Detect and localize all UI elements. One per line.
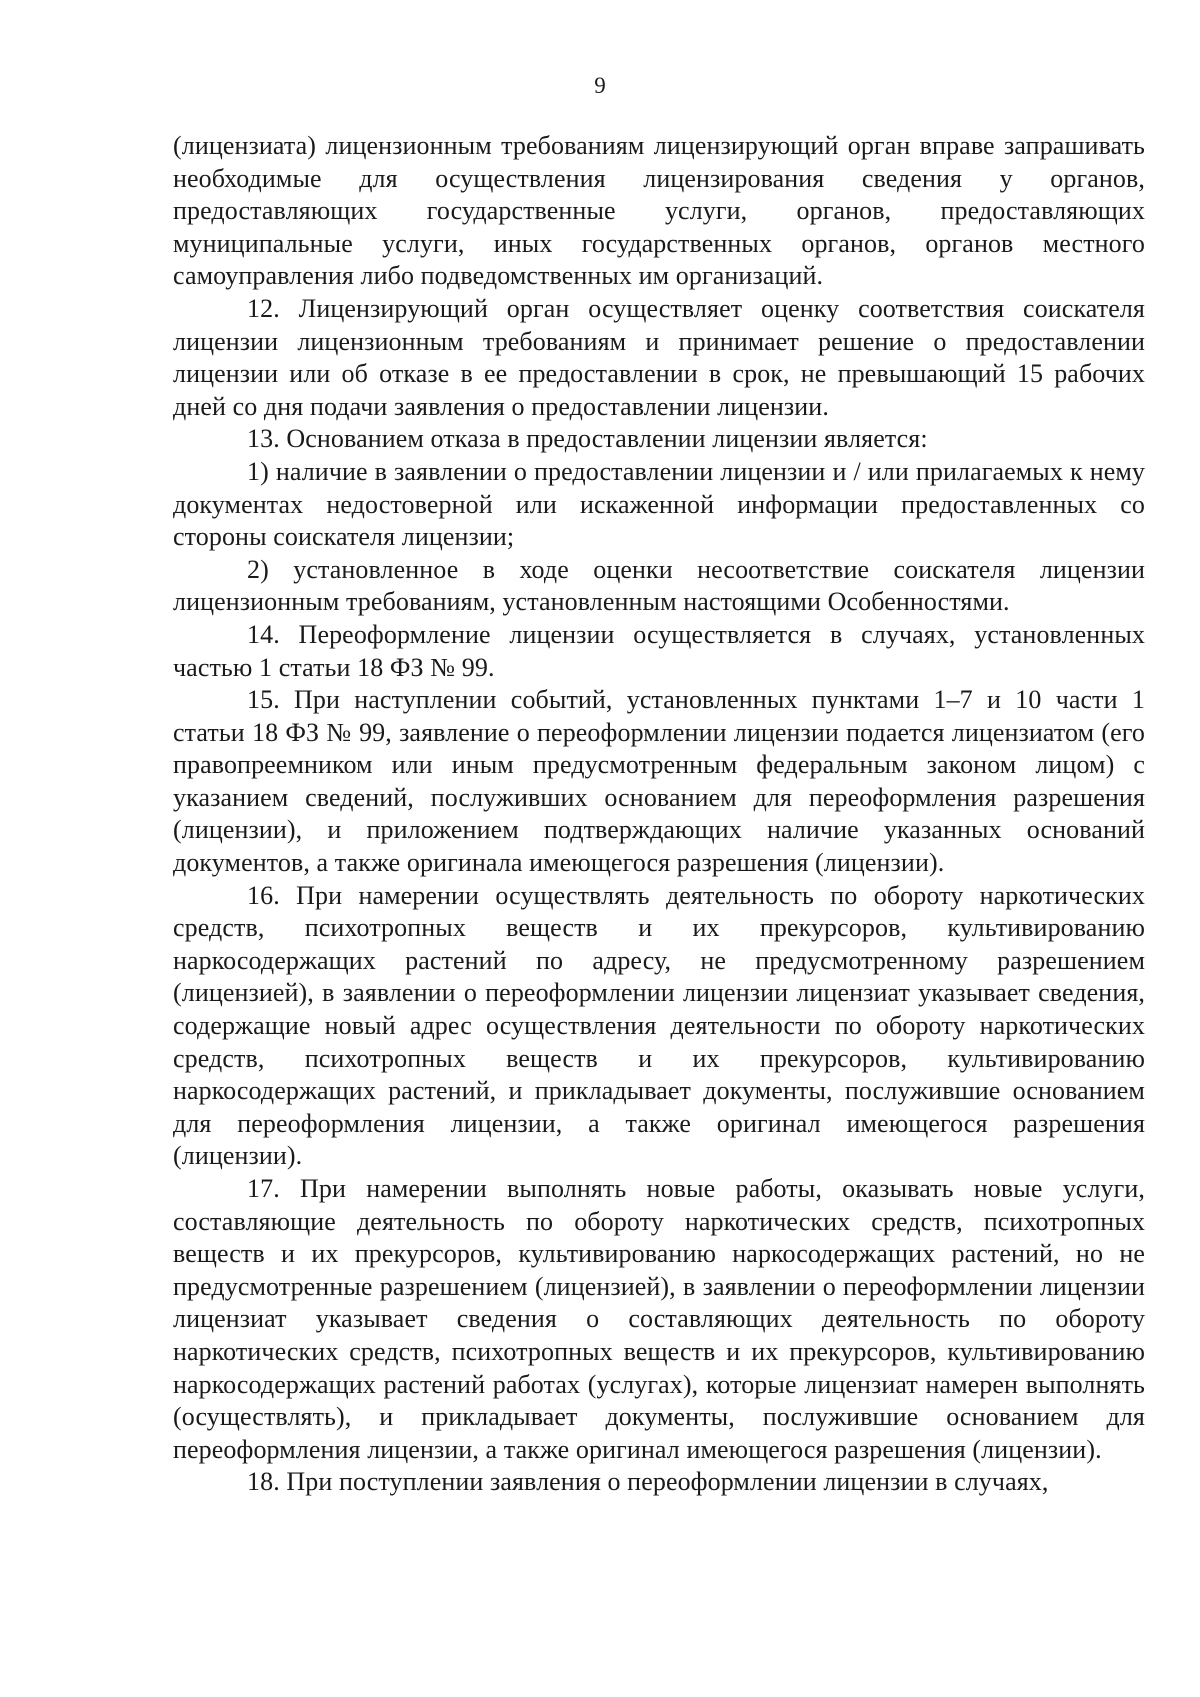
paragraph-13-item-1: 1) наличие в заявлении о предоставлении лицензии и / или прилагаемых к нему документах недостоверной или искаженной информации предоставленных со стороны соискателя лицензии; [173, 456, 1145, 552]
paragraph-16: 16. При намерении осуществлять деятельность по обороту наркотических средств, психотропных веществ и их прекурсоров, культивированию наркосодержащих растений по адресу, не предусмотренному разрешением (лицензией), в заявлении о переоформлении лицензии лицензиат указывает сведения, содержащие новый адрес осуществления деятельности по обороту наркотических средств, психотропных веществ и их прекурсоров, культивированию наркосодержащих растений, и прикладывает документы, послужившие основанием для переоформления лицензии, а также оригинал имеющегося разрешения (лицензии). [173, 880, 1145, 1171]
paragraph-14: 14. Переоформление лицензии осуществляется в случаях, установленных частью 1 статьи 18 ФЗ № 99. [173, 619, 1145, 682]
page-number: 9 [594, 73, 606, 98]
paragraph-continuation: (лицензиата) лицензионным требованиям лицензирующий орган вправе запрашивать необходимые для осуществления лицензирования сведения у органов, предоставляющих государственные услуги, органов, предоставляющих муниципальные услуги, иных государственных органов, органов местного самоуправления либо подведомственных им организаций. [173, 131, 1145, 291]
paragraph-18: 18. При поступлении заявления о переоформлении лицензии в случаях, [247, 1467, 1049, 1497]
document-body [173, 130, 1145, 1499]
paragraph-13: 13. Основанием отказа в предоставлении лицензии является: [247, 424, 928, 454]
paragraph-17: 17. При намерении выполнять новые работы, оказывать новые услуги, составляющие деятельность по обороту наркотических средств, психотропных веществ и их прекурсоров, культивированию наркосодержащих растений, но не предусмотренные разрешением (лицензией), в заявлении о переоформлении лицензии лицензиат указывает сведения о составляющих деятельность по обороту наркотических средств, психотропных веществ и их прекурсоров, культивированию наркосодержащих растений работах (услугах), которые лицензиат намерен выполнять (осуществлять), и прикладывает документы, послужившие основанием для переоформления лицензии, а также оригинал имеющегося разрешения (лицензии). [173, 1174, 1145, 1464]
paragraph-15: 15. При наступлении событий, установленных пунктами 1–7 и 10 части 1 статьи 18 ФЗ № 99, заявление о переоформлении лицензии подается лицензиатом (его правопреемником или иным предусмотренным федеральным законом лицом) с указанием сведений, послуживших основанием для переоформления разрешения (лицензии), и приложением подтверждающих наличие указанных оснований документов, а также оригинала имеющегося разрешения (лицензии). [173, 685, 1145, 878]
paragraph-12: 12. Лицензирующий орган осуществляет оценку соответствия соискателя лицензии лицензионным требованиям и принимает решение о предоставлении лицензии или об отказе в ее предоставлении в срок, не превышающий 15 рабочих дней со дня подачи заявления о предоставлении лицензии. [173, 293, 1145, 421]
paragraph-13-item-2: 2) установленное в ходе оценки несоответствие соискателя лицензии лицензионным требованиям, установленным настоящими Особенностями. [173, 554, 1145, 617]
